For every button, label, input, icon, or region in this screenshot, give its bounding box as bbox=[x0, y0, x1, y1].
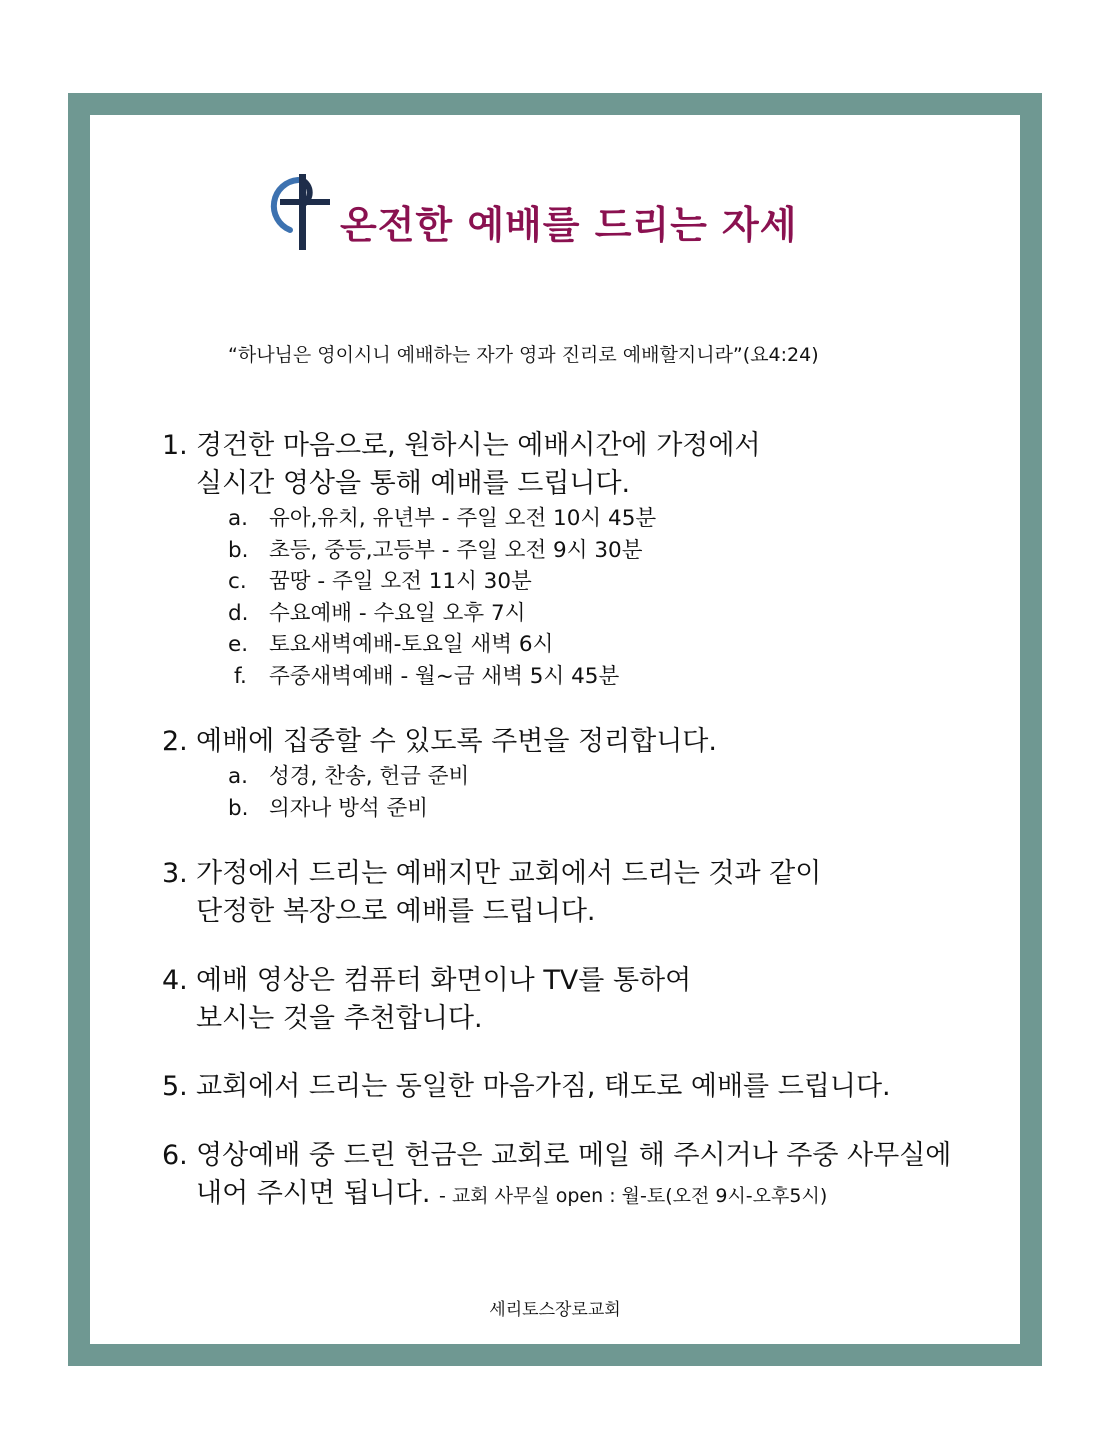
item-number: 5. bbox=[162, 1071, 188, 1102]
scripture-verse: “하나님은 영이시니 예배하는 자가 영과 진리로 예배할지니라”(요4:24) bbox=[228, 344, 819, 366]
list-item-text: 주중새벽예배 - 월~금 새벽 5시 45분 bbox=[269, 663, 620, 689]
schedule-list bbox=[162, 503, 761, 692]
list-item bbox=[162, 598, 761, 630]
preparation-list bbox=[162, 761, 717, 824]
guideline-item-6 bbox=[162, 1137, 951, 1215]
item-text: 경건한 마음으로, 원하시는 예배시간에 가정에서 bbox=[196, 430, 761, 461]
list-item-text: 유아,유치, 유년부 - 주일 오전 10시 45분 bbox=[269, 506, 657, 531]
list-item bbox=[162, 661, 761, 693]
guideline-item-4 bbox=[162, 962, 691, 1038]
list-marker: d. bbox=[228, 600, 249, 626]
page-title: 온전한 예배를 드리는 자세 bbox=[340, 203, 798, 247]
guideline-item-1 bbox=[162, 427, 761, 692]
list-item bbox=[162, 503, 761, 535]
office-hours-note: - 교회 사무실 open : 월-토(오전 9시-오후5시) bbox=[439, 1185, 828, 1207]
list-item-text: 수요예배 - 수요일 오후 7시 bbox=[269, 600, 526, 626]
guideline-item-3 bbox=[162, 855, 821, 931]
item-text: 영상예배 중 드린 헌금은 교회로 메일 해 주시거나 주중 사무실에 bbox=[196, 1140, 952, 1171]
list-marker: a. bbox=[228, 764, 249, 789]
item-text-continued: 내어 주시면 됩니다. bbox=[196, 1178, 431, 1209]
list-marker: b. bbox=[228, 537, 249, 563]
cross-logo-icon bbox=[268, 172, 338, 252]
list-item-text: 성경, 찬송, 헌금 준비 bbox=[269, 764, 470, 789]
item-text-continued: 단정한 복장으로 예배를 드립니다. bbox=[196, 896, 596, 927]
item-text: 교회에서 드리는 동일한 마음가짐, 태도로 예배를 드립니다. bbox=[196, 1071, 891, 1102]
list-item-text: 의자나 방석 준비 bbox=[269, 795, 429, 821]
list-marker: c. bbox=[228, 569, 247, 594]
item-text: 예배 영상은 컴퓨터 화면이나 TV를 통하여 bbox=[196, 965, 692, 996]
item-number: 4. bbox=[162, 965, 188, 996]
guideline-item-5 bbox=[162, 1068, 891, 1106]
church-name-footer: 세리토스장로교회 bbox=[489, 1300, 621, 1320]
item-text: 예배에 집중할 수 있도록 주변을 정리합니다. bbox=[196, 726, 717, 757]
list-item bbox=[162, 761, 717, 793]
item-text-continued: 보시는 것을 추천합니다. bbox=[196, 1003, 483, 1034]
item-number: 1. bbox=[162, 430, 188, 461]
guideline-item-2 bbox=[162, 723, 717, 824]
list-item-text: 토요새벽예배-토요일 새벽 6시 bbox=[269, 632, 554, 657]
list-item-text: 꿈땅 - 주일 오전 11시 30분 bbox=[269, 569, 532, 594]
item-text: 가정에서 드리는 예배지만 교회에서 드리는 것과 같이 bbox=[196, 858, 822, 889]
list-item bbox=[162, 793, 717, 825]
list-marker: a. bbox=[228, 506, 249, 531]
item-number: 2. bbox=[162, 726, 188, 757]
item-number: 3. bbox=[162, 858, 188, 889]
list-marker: f. bbox=[234, 663, 247, 689]
list-marker: b. bbox=[228, 795, 249, 821]
list-marker: e. bbox=[228, 632, 249, 657]
item-text-continued: 실시간 영상을 통해 예배를 드립니다. bbox=[196, 468, 631, 499]
list-item bbox=[162, 566, 761, 598]
item-number: 6. bbox=[162, 1140, 188, 1171]
list-item bbox=[162, 629, 761, 661]
list-item bbox=[162, 535, 761, 567]
list-item-text: 초등, 중등,고등부 - 주일 오전 9시 30분 bbox=[269, 537, 643, 563]
